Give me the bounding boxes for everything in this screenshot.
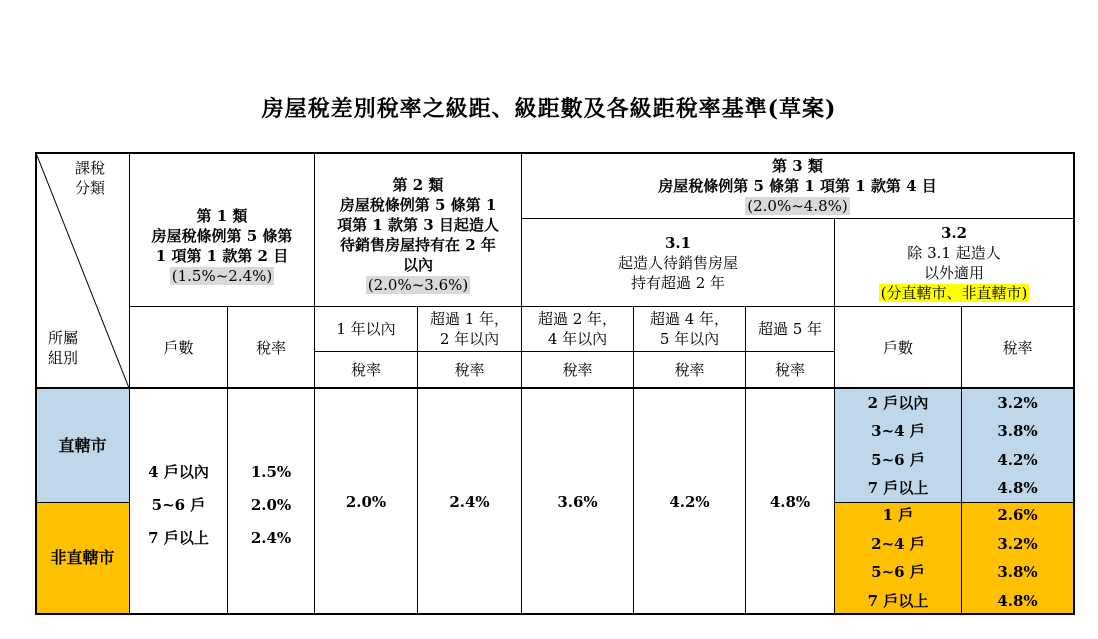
period-over-1-line2: 2 年以內 (439, 330, 500, 348)
cat1-households-2: 5~6 戶 (151, 495, 206, 514)
cat2-header (315, 164, 521, 306)
cat32-muni-rate-2: 3.8% (997, 422, 1038, 440)
cat2-range: (2.0%~3.6%) (367, 276, 469, 294)
cat32-muni-rate-4: 4.8% (997, 479, 1038, 497)
cat32-muni-households (835, 389, 961, 502)
corner-bottom-line1: 所屬 (47, 329, 78, 347)
table-left-border (35, 152, 37, 615)
row-line-group (36, 502, 129, 503)
cat1-name: 第 1 類 (196, 207, 248, 225)
cat32-nonmuni-rate-2: 3.2% (997, 534, 1038, 553)
cat31-rate-over-5: 4.8% (769, 492, 811, 511)
corner-bottom-line2: 組別 (47, 349, 78, 367)
cat2-law-line3: 待銷售房屋持有在 2 年 (340, 236, 496, 254)
cat1-range: (1.5%~2.4%) (171, 267, 273, 285)
cat31-header (522, 219, 834, 306)
cat32-note: (分直轄市、非直轄市) (880, 283, 1028, 302)
period-over-1-line1: 超過 1 年， (429, 310, 510, 328)
col-line-5 (521, 153, 522, 614)
cat31-rate-header-3: 稅率 (774, 361, 805, 379)
cat31-desc-line2: 持有超過 2 年 (630, 273, 726, 292)
cat32-muni-households-1: 2 戶以內 (867, 393, 929, 412)
cat32-rate-header: 稅率 (1002, 338, 1033, 357)
cat32-nonmuni-households-4: 7 戶以上 (867, 591, 929, 610)
cat32-nonmuni-rate-3: 3.8% (997, 563, 1038, 581)
cat2-rate-header-2: 稅率 (454, 361, 485, 379)
cat1-households-header: 戶數 (163, 338, 194, 357)
cat32-muni-rate-3: 4.2% (997, 450, 1038, 469)
cat31-rate-over-2: 3.6% (557, 492, 598, 511)
cat1-header (130, 154, 314, 306)
cat1-rate-header: 稅率 (255, 338, 286, 357)
row-line-cat32-group (834, 502, 1074, 503)
col-line-3 (314, 153, 315, 614)
cat32-households-header: 戶數 (882, 338, 913, 357)
cat32-name: 3.2 (940, 223, 968, 242)
cat1-law-line1: 房屋稅條例第 5 條第 (151, 227, 293, 245)
cat1-rate-2: 2.0% (250, 495, 292, 514)
col-line-4 (417, 306, 418, 614)
cat2-rate-within-1: 2.0% (345, 492, 387, 511)
cat31-rate-header-2: 稅率 (674, 361, 705, 379)
cat32-nonmuni-rate-4: 4.8% (997, 591, 1038, 610)
period-over-2-years (522, 307, 633, 351)
cat2-name: 第 2 類 (392, 176, 444, 194)
cat2-law-line2: 項第 1 款第 3 目起造人 (337, 216, 499, 234)
cat3-header (522, 154, 1073, 218)
cat32-nonmuni-households (835, 502, 961, 614)
period-over-4-line1: 超過 4 年， (649, 310, 730, 328)
table-bottom-border (36, 613, 1075, 615)
row-line-rate (315, 351, 834, 352)
col-line-8 (834, 218, 835, 614)
period-over-5-years: 超過 5 年 (757, 320, 823, 338)
cat2-law-line1: 房屋稅條例第 5 條第 1 (339, 196, 497, 214)
col-line-6 (633, 306, 634, 614)
page-title: 房屋稅差別稅率之級距、級距數及各級距稅率基準(草案) (261, 96, 837, 122)
cat2-law-line4: 以內 (402, 256, 433, 274)
cat2-rate-over-1: 2.4% (449, 492, 490, 511)
cat32-nonmuni-rates (962, 502, 1073, 614)
cat1-rate-3: 2.4% (250, 528, 292, 547)
cat32-muni-rate-1: 3.2% (997, 393, 1038, 412)
cat32-muni-households-4: 7 戶以上 (867, 479, 929, 497)
cat1-households-list (130, 455, 227, 555)
table-top-border (36, 152, 1075, 154)
cat32-nonmuni-households-3: 5~6 戶 (871, 563, 925, 581)
group-municipality: 直轄市 (58, 435, 107, 455)
corner-top-line2: 分類 (74, 179, 105, 197)
cat32-nonmuni-households-1: 1 戶 (882, 506, 914, 524)
col-line-7 (745, 306, 746, 614)
period-within-1-year: 1 年以內 (336, 320, 396, 338)
cat3-range: (2.0%~4.8%) (747, 197, 848, 215)
cat1-rate-1: 1.5% (250, 462, 292, 481)
cat32-header (835, 219, 1073, 306)
row-line-data (36, 387, 1074, 389)
cat1-households-1: 4 戶以內 (148, 462, 209, 481)
period-over-2-line1: 超過 2 年， (537, 310, 618, 328)
row-line-cat3 (522, 218, 1074, 219)
row-line-subheader (129, 306, 1074, 307)
col-line-2 (227, 306, 228, 614)
cat3-name: 第 3 類 (772, 157, 823, 175)
cat32-muni-rates (962, 389, 1073, 502)
cat31-desc-line1: 起造人待銷售房屋 (617, 253, 738, 272)
corner-top-line1: 課稅 (74, 159, 105, 177)
corner-top-label (60, 156, 120, 200)
cat32-desc-line1: 除 3.1 起造人 (907, 243, 1001, 262)
cat1-households-3: 7 戶以上 (148, 528, 209, 547)
period-over-4-years (634, 307, 745, 351)
period-over-4-line2: 5 年以內 (659, 330, 720, 348)
cat32-muni-households-2: 3~4 戶 (871, 422, 925, 440)
cat1-rate-list (228, 455, 314, 555)
cat2-rate-header-1: 稅率 (350, 361, 381, 379)
cat31-rate-header-1: 稅率 (562, 361, 593, 379)
cat31-name: 3.1 (664, 233, 692, 252)
corner-bottom-label (38, 326, 88, 370)
cat32-desc-line2: 以外適用 (923, 263, 984, 282)
table-right-border (1073, 152, 1075, 615)
cat31-rate-over-4: 4.2% (669, 492, 710, 511)
cat3-law: 房屋稅條例第 5 條第 1 項第 1 款第 4 目 (658, 177, 937, 195)
cat32-nonmuni-rate-1: 2.6% (997, 506, 1038, 524)
cat32-muni-households-3: 5~6 戶 (871, 450, 925, 469)
cat1-law-line2: 1 項第 1 款第 2 目 (155, 247, 289, 265)
cat32-nonmuni-households-2: 2~4 戶 (871, 534, 925, 553)
col-line-9 (961, 306, 962, 614)
col-line-1 (129, 153, 130, 614)
period-over-1-year (418, 307, 521, 351)
group-non-municipality: 非直轄市 (50, 548, 115, 567)
period-over-2-line2: 4 年以內 (547, 330, 608, 348)
